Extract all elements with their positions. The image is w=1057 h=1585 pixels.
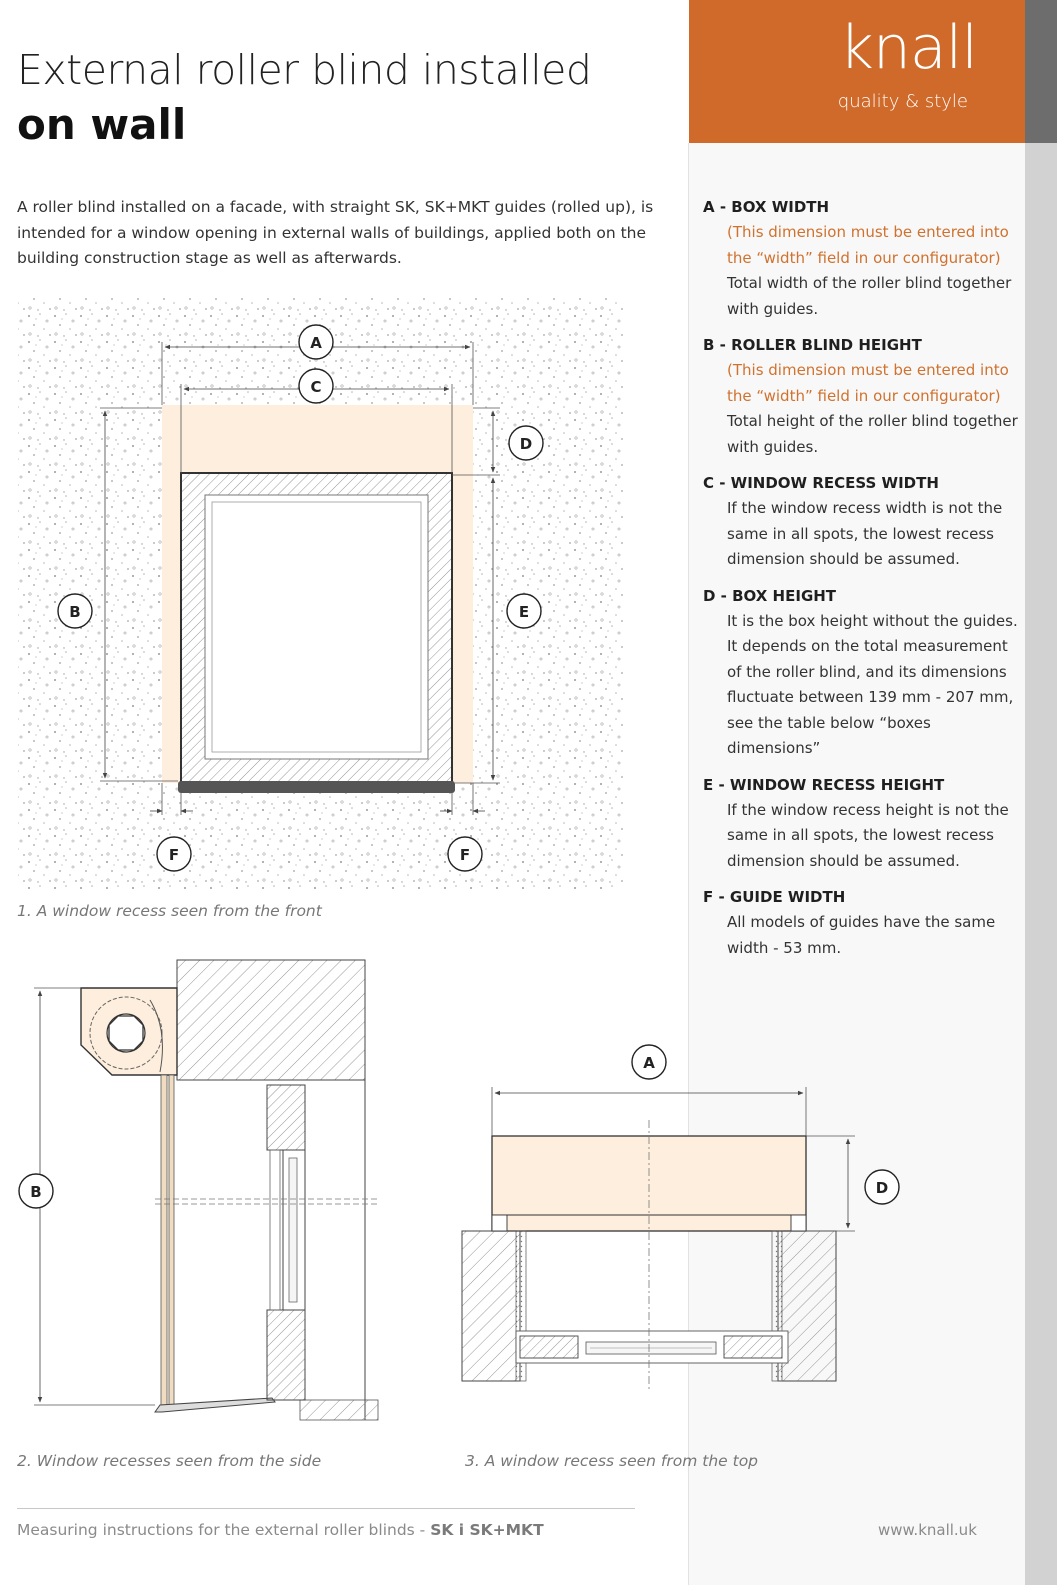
side-view-drawing	[19, 960, 378, 1420]
definition-title: A - BOX WIDTH	[703, 198, 830, 216]
brand-logo: knall	[839, 13, 977, 83]
caption-top-view: 3. A window recess seen from the top	[465, 1452, 759, 1470]
label-d-top	[865, 1170, 899, 1204]
svg-text:C: C	[310, 378, 322, 396]
svg-text:A: A	[310, 334, 322, 352]
definition-text: Total height of the roller blind together with guides.	[727, 412, 1018, 456]
svg-text:F: F	[459, 846, 471, 864]
top-view-drawing	[462, 1045, 899, 1390]
definition-text: If the window recess width is not the same in all spots, the lowest recess dimension should be assumed.	[727, 499, 1003, 568]
svg-text:F: F	[168, 846, 180, 864]
label-a-top	[632, 1045, 666, 1079]
svg-text:A: A	[643, 1054, 655, 1072]
definition-text: It is the box height without the guides. It depends on the total measurement of the roller blind, and its dimensions fluctuate between 139 mm - 207 mm, see the table below “boxes dimensions”	[727, 611, 1018, 757]
label-e	[507, 594, 541, 628]
intro-paragraph: A roller blind installed on a facade, with straight SK, SK+MKT guides (rolled up), is intended for a window opening in external walls of buildings, applied both on the building construction stage as well as afterwards.	[17, 198, 654, 267]
caption-side-view: 2. Window recesses seen from the side	[17, 1452, 322, 1470]
label-f-right	[448, 837, 482, 871]
svg-text:E: E	[518, 603, 530, 621]
label-a	[299, 325, 333, 359]
page-title-line-2: on wall	[17, 100, 187, 149]
caption-front-view: 1. A window recess seen from the front	[17, 902, 322, 920]
svg-text:D: D	[519, 435, 533, 453]
page-title-line-1: External roller blind installed	[17, 46, 592, 94]
footer-text: Measuring instructions for the external roller blinds -	[17, 1521, 431, 1539]
definition-title: F - GUIDE WIDTH	[703, 888, 846, 906]
front-view-drawing	[18, 297, 623, 889]
definition-text: All models of guides have the same width - 53 mm.	[727, 913, 996, 957]
svg-text:D: D	[875, 1179, 889, 1197]
definition-title: C - WINDOW RECESS WIDTH	[703, 474, 939, 492]
svg-text:B: B	[30, 1183, 42, 1201]
label-d	[509, 426, 543, 460]
label-c	[299, 369, 333, 403]
definition-title: B - ROLLER BLIND HEIGHT	[703, 336, 922, 354]
brand-tagline: quality & style	[837, 91, 968, 112]
footer-model: SK i SK+MKT	[430, 1521, 544, 1539]
definition-text: Total width of the roller blind together with guides.	[727, 274, 1012, 318]
label-b-side	[19, 1174, 53, 1208]
footer-description	[17, 1521, 544, 1539]
definition-title: D - BOX HEIGHT	[703, 586, 837, 605]
definition-note: (This dimension must be entered into the “width” field in our configurator)	[727, 223, 1009, 267]
footer-divider	[17, 1508, 635, 1509]
definition-note: (This dimension must be entered into the “width” field in our configurator)	[727, 361, 1009, 405]
svg-text:B: B	[69, 603, 81, 621]
definition-title: E - WINDOW RECESS HEIGHT	[703, 775, 945, 794]
footer-url-link[interactable]: www.knall.uk	[878, 1521, 977, 1539]
label-b	[58, 594, 92, 628]
label-f-left	[157, 837, 191, 871]
definition-text: If the window recess height is not the same in all spots, the lowest recess dimension should be assumed.	[727, 800, 1009, 870]
